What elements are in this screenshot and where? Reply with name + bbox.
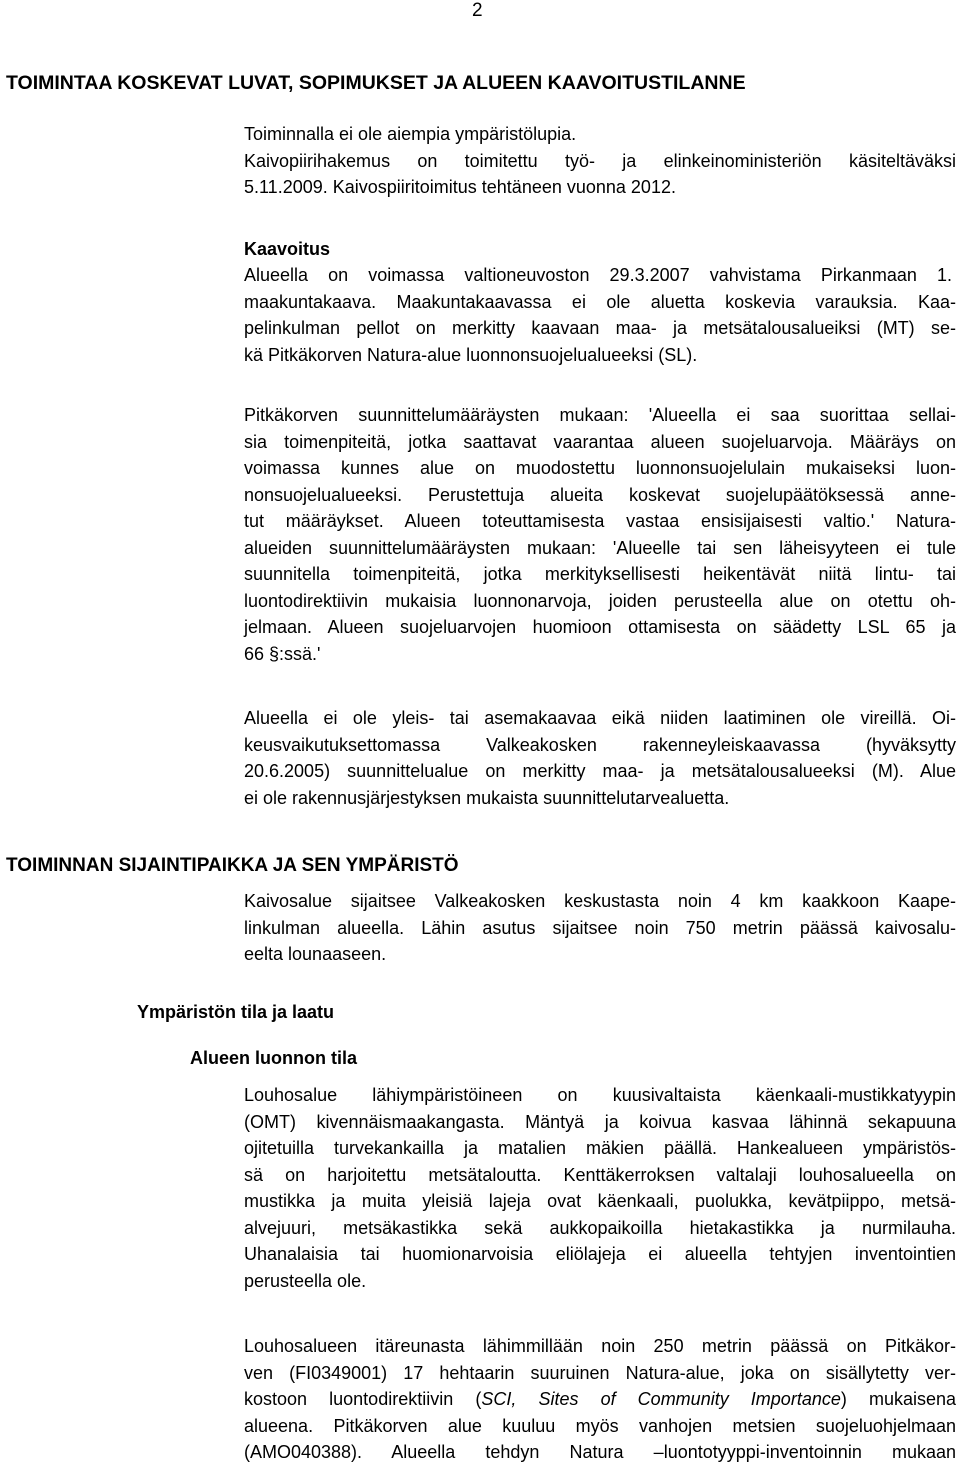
text-line: Toiminnalla ei ole aiempia ympäristölupia. (244, 124, 577, 144)
text-line: 66 §:ssä.' (244, 643, 321, 664)
text-line: sä on harjoitettu metsätaloutta. Kenttäkerroksen valtalaji louhosalueella on (244, 1164, 956, 1185)
text-line: Louhosalueen itäreunasta lähimmillään noin 250 metrin päässä on Pitkäkor- (244, 1336, 956, 1356)
text-line: luontodirektiivin mukaisia luonnonarvoja, joiden perusteella alue on otettu oh- (244, 590, 956, 611)
text-line: ven (FI0349001) 17 hehtaarin suuruinen Natura-alue, joka on sisällytetty ver- (244, 1362, 956, 1383)
text-line: voimassa kunnes alue on muodostettu luonnonsuojelulain mukaiseksi luon- (244, 458, 956, 478)
location-paragraph (244, 888, 956, 968)
italic-term: SCI, Sites of Community Importance (481, 1389, 841, 1409)
text-line: pelinkulman pellot on merkitty kaavaan maa- ja metsätalousalueiksi (MT) se- (244, 318, 956, 338)
natura-paragraph (244, 1333, 956, 1466)
text-line: tut määräykset. Alueen toteuttamisesta vastaa ensisijaisesti valtio.' Natura- (244, 511, 956, 531)
text-line: nonsuojelualueeksi. Perustettuja alueita koskevat suojelupäätöksessä anne- (244, 484, 956, 505)
text-line: jelmaan. Alueen suojeluarvojen huomioon ottamisesta on säädetty LSL 65 ja (244, 617, 956, 637)
text-line: Louhosalue lähiympäristöineen on kuusivaltaista käenkaali-mustikkatyypin (244, 1085, 956, 1105)
text-fragment: kostoon luontodirektiivin ( (244, 1389, 482, 1409)
text-line: ei ole rakennusjärjestyksen mukaista suunnittelutarvealuetta. (244, 787, 730, 808)
text-line: alvejuuri, metsäkastikka sekä aukkopaikoilla hietakastikka ja nurmilauha. (244, 1217, 956, 1238)
text-line: mustikka ja muita yleisiä lajeja ovat käenkaali, puolukka, kevätpiippo, metsä- (244, 1191, 956, 1211)
text-line: keusvaikutuksettomassa Valkeakosken rakenneyleiskaavassa (hyväksytty (244, 734, 956, 755)
regulations-paragraph (244, 402, 956, 667)
text-line: Pitkäkorven suunnittelumääräysten mukaan: 'Alueella ei saa suorittaa sellai- (244, 405, 956, 425)
text-line: Alueella ei ole yleis- tai asemakaavaa eikä niiden laatiminen ole vireillä. Oi- (244, 708, 956, 728)
zoning-heading: Kaavoitus (244, 239, 331, 259)
section-heading-location: TOIMINNAN SIJAINTIPAIKKA JA SEN YMPÄRISTÖ (6, 855, 459, 876)
text-line: (OMT) kivennäismaakangasta. Mäntyä ja koivua kasvaa lähinnä sekapuuna (244, 1111, 956, 1132)
master-plan-paragraph (244, 705, 956, 811)
text-fragment: ) mukaisena (840, 1389, 957, 1409)
nature-heading: Alueen luonnon tila (190, 1048, 357, 1068)
text-line: suunnitella toimenpiteitä, jotka merkityksellisesti heikentävät niitä lintu- tai (244, 564, 956, 584)
text-line-mixed (244, 1386, 956, 1413)
text-line: ojitetuilla turvekankailla ja matalien mäkien päällä. Hankealueen ympäristös- (244, 1138, 956, 1158)
text-line: perusteella ole. (244, 1270, 367, 1291)
text-line: kä Pitkäkorven Natura-alue luonnonsuojelualueeksi (SL). (244, 344, 698, 365)
text-line: Kaivopiirihakemus on toimitettu työ- ja elinkeinoministeriön käsiteltäväksi (244, 150, 956, 171)
text-line: sia toimenpiteitä, jotka saattavat vaarantaa alueen suojeluarvoja. Määräys on (244, 431, 956, 452)
text-line: 5.11.2009. Kaivospiiritoimitus tehtäneen vuonna 2012. (244, 177, 676, 197)
page-number: 2 (472, 0, 483, 21)
permits-paragraph (244, 121, 956, 201)
zoning-paragraph (244, 262, 956, 368)
text-line: alueiden suunnittelumääräysten mukaan: 'Alueelle tai sen läheisyyteen ei tule (244, 537, 956, 558)
env-heading: Ympäristön tila ja laatu (137, 1002, 335, 1022)
text-line: linkulman alueella. Lähin asutus sijaitsee noin 750 metrin päässä kaivosalu- (244, 917, 956, 938)
text-line: maakuntakaava. Maakuntakaavassa ei ole aluetta koskevia varauksia. Kaa- (244, 291, 956, 312)
text-line: Kaivosalue sijaitsee Valkeakosken keskustasta noin 4 km kaakkoon Kaape- (244, 891, 956, 911)
text-line: alueena. Pitkäkorven alue kuuluu myös vanhojen metsien suojeluohjelmaan (244, 1415, 956, 1436)
text-line: Uhanalaisia tai huomionarvoisia eliölajeja ei alueella tehtyjen inventointien (244, 1244, 956, 1264)
text-line: Alueella on voimassa valtioneuvoston 29.3.2007 vahvistama Pirkanmaan 1. (244, 265, 952, 285)
section-heading-permits: TOIMINTAA KOSKEVAT LUVAT, SOPIMUKSET JA ALUEEN KAAVOITUSTILANNE (6, 72, 746, 94)
text-line: 20.6.2005) suunnittelualue on merkitty maa- ja metsätalousalueeksi (M). Alue (244, 761, 956, 781)
nature-paragraph (244, 1082, 956, 1294)
text-line: (AMO040388). Alueella tehdyn Natura –luontotyyppi-inventoinnin mukaan (244, 1442, 956, 1462)
text-line: eelta lounaaseen. (244, 944, 387, 964)
